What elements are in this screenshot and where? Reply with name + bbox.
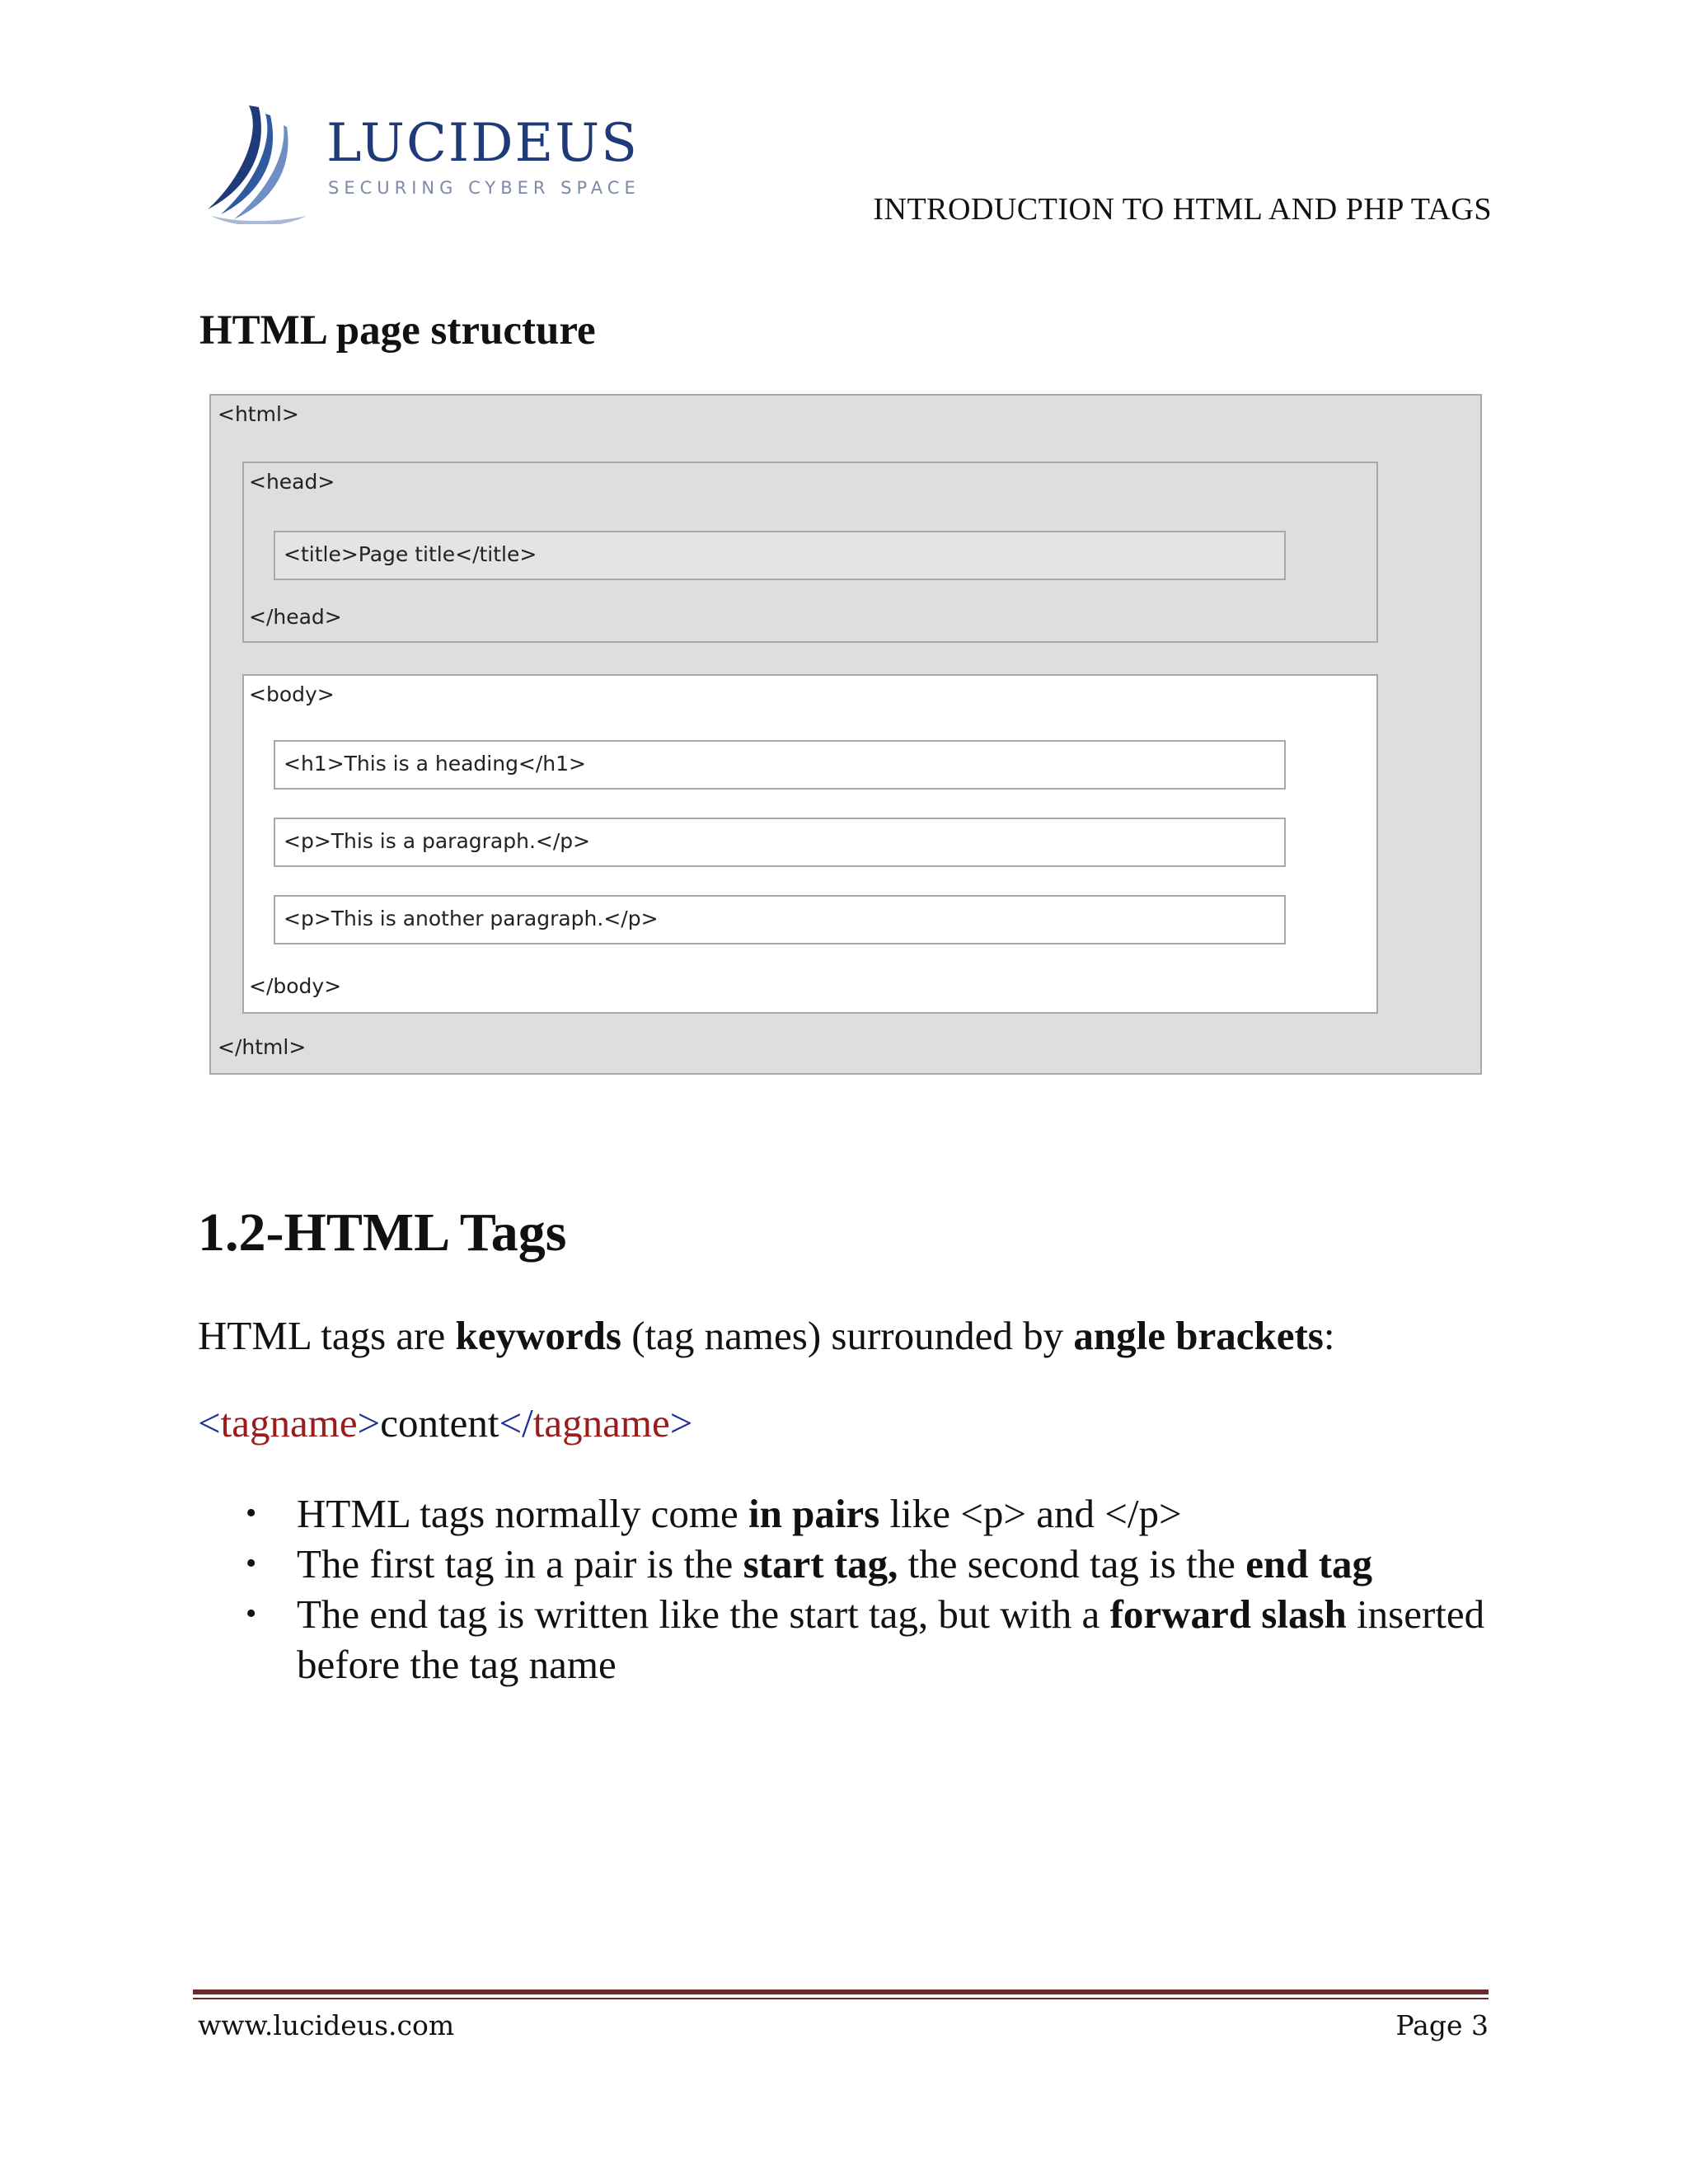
intro-bold: angle brackets: [1073, 1313, 1324, 1358]
logo-tagline: SECURING CYBER SPACE: [328, 178, 640, 198]
body-section-box: [242, 674, 1378, 1014]
html-close-tag: </html>: [218, 1035, 307, 1059]
body-line-box: [274, 818, 1286, 867]
list-bold: in pairs: [748, 1491, 880, 1536]
syntax-content: content: [380, 1400, 499, 1446]
head-section-box: [242, 462, 1378, 643]
list-item: [241, 1539, 1493, 1589]
list-text: like <p> and </p>: [879, 1491, 1182, 1536]
main-heading: 1.2-HTML Tags: [198, 1202, 567, 1263]
title-line: <title>Page title</title>: [284, 542, 537, 566]
bracket-open-slash: </: [499, 1400, 533, 1446]
body-line-box: [274, 895, 1286, 944]
close-tagname: tagname: [532, 1400, 670, 1446]
footer-divider: [193, 1990, 1489, 1994]
company-logo: [204, 101, 640, 224]
paragraph-line: <p>This is another paragraph.</p>: [284, 907, 659, 930]
footer-divider: [193, 1998, 1489, 1999]
footer-website: www.lucideus.com: [198, 2009, 455, 2041]
intro-text: :: [1323, 1313, 1335, 1358]
logo-swoosh-icon: [204, 101, 312, 224]
intro-text: (tag names) surrounded by: [621, 1313, 1074, 1358]
open-tagname: tagname: [220, 1400, 358, 1446]
footer-page-number: Page 3: [1395, 2009, 1489, 2041]
bracket-open: <: [198, 1400, 221, 1446]
bracket-close: >: [669, 1400, 693, 1446]
body-open-tag: <body>: [249, 682, 335, 706]
intro-text: HTML tags are: [198, 1313, 456, 1358]
list-text: the second tag is the: [898, 1541, 1246, 1586]
intro-bold: keywords: [455, 1313, 621, 1358]
section-heading: HTML page structure: [199, 307, 596, 354]
list-bold: forward slash: [1109, 1591, 1347, 1637]
list-text: The end tag is written like the start tag, but with a: [297, 1591, 1110, 1637]
logo-wordmark: LUCIDEUS: [326, 113, 639, 174]
list-bold: start tag,: [743, 1541, 898, 1586]
list-text: HTML tags normally come: [297, 1491, 748, 1536]
list-text: inserted before the tag name: [297, 1591, 1485, 1687]
bracket-close: >: [357, 1400, 381, 1446]
list-bold: end tag: [1245, 1541, 1373, 1586]
heading-line: <h1>This is a heading</h1>: [284, 752, 587, 776]
list-item: [241, 1589, 1493, 1690]
header-title: INTRODUCTION TO HTML AND PHP TAGS: [873, 192, 1492, 227]
head-close-tag: </head>: [249, 605, 342, 629]
intro-paragraph: [198, 1312, 1334, 1359]
title-line-box: [274, 531, 1286, 580]
tag-syntax-example: [198, 1399, 692, 1446]
tag-rules-list: [241, 1488, 1493, 1690]
html-structure-diagram: [209, 394, 1482, 1075]
paragraph-line: <p>This is a paragraph.</p>: [284, 829, 591, 853]
list-item: [241, 1488, 1493, 1539]
html-open-tag: <html>: [218, 402, 299, 426]
head-open-tag: <head>: [249, 470, 335, 494]
body-line-box: [274, 740, 1286, 790]
body-close-tag: </body>: [249, 974, 342, 998]
list-text: The first tag in a pair is the: [297, 1541, 743, 1586]
